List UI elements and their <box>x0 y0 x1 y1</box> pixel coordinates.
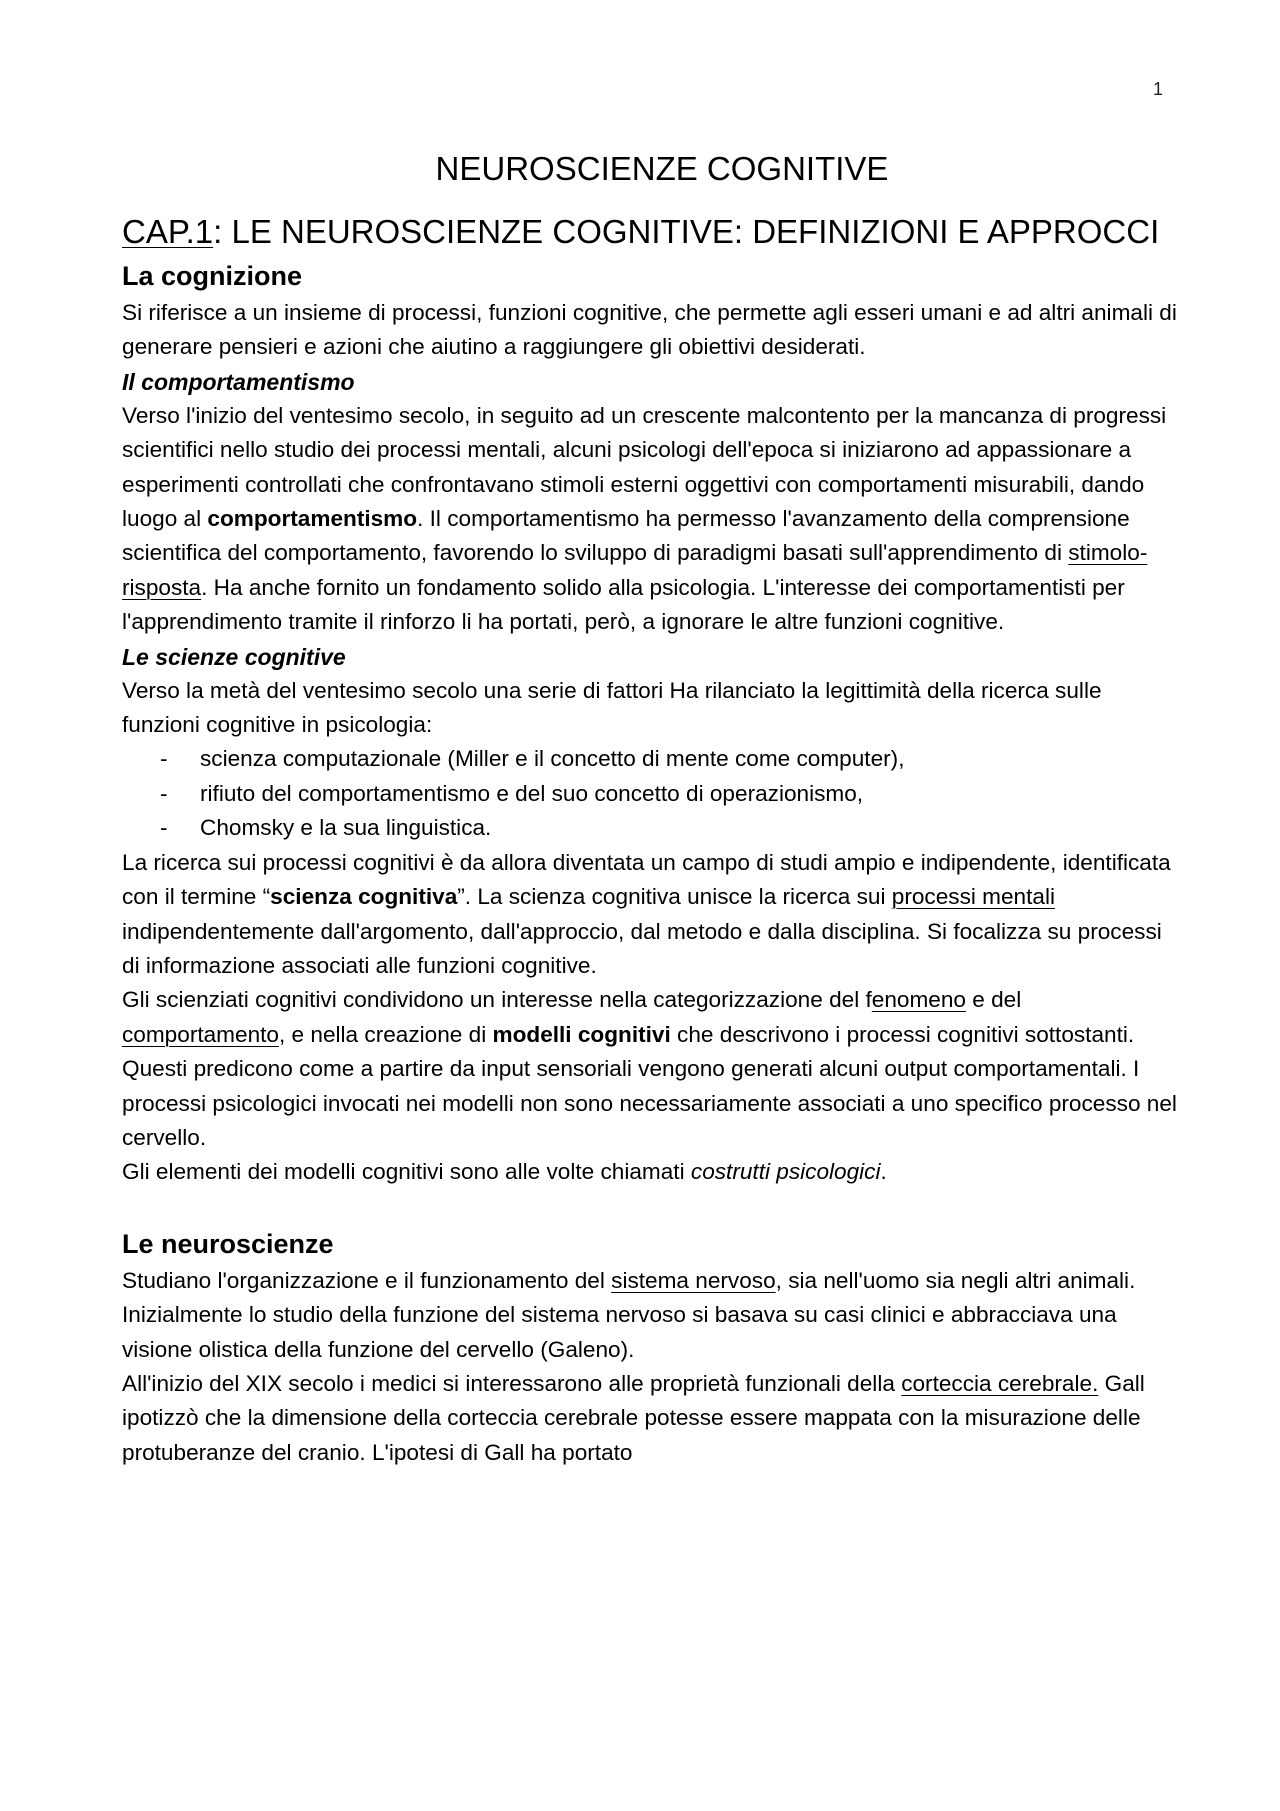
underlined-term: sistema nervoso <box>611 1267 776 1293</box>
paragraph-costrutti: Gli elementi dei modelli cognitivi sono alle volte chiamati costrutti psicologici. <box>122 1159 887 1185</box>
paragraph-scienza-cognitiva: La ricerca sui processi cognitivi è da allora diventata un campo di studi ampio e indipendente, identificata con il termine “scienza cognitiva”. La scienza cognitiva unisce la ricerca sui processi mentali indipendentemente dall'argomento, dall'approccio, dal metodo e dalla disciplina. Si focalizza su processi di informazione associati alle funzioni cognitive. <box>122 849 1171 978</box>
chapter-label: CAP.1 <box>122 213 214 250</box>
subheading-scienze-cognitive: Le scienze cognitive <box>122 643 346 670</box>
bold-term: scienza cognitiva <box>270 884 458 910</box>
page-number: 1 <box>1152 79 1163 99</box>
document-title: NEUROSCIENZE COGNITIVE <box>435 150 889 187</box>
paragraph-neuroscienze-1: Studiano l'organizzazione e il funzionamento del sistema nervoso, sia nell'uomo sia negli altri animali. <box>122 1267 1136 1293</box>
subheading-comportamentismo: Il comportamentismo <box>122 368 355 395</box>
paragraph-neuroscienze-2: Inizialmente lo studio della funzione del sistema nervoso si basava su casi clinici e abbracciava una visione olistica della funzione del cervello (Galeno). <box>122 1302 1117 1362</box>
underlined-term: stimolo-risposta <box>122 540 1148 600</box>
spacer <box>122 1190 1182 1224</box>
factor-list <box>122 742 1182 845</box>
chapter-title-text: : LE NEUROSCIENZE COGNITIVE: DEFINIZIONI E APPROCCI <box>213 213 1160 250</box>
section-heading-neuroscienze: Le neuroscienze <box>122 1228 334 1259</box>
underlined-term: enomeno <box>871 987 966 1013</box>
bold-term: modelli cognitivi <box>492 1021 671 1047</box>
paragraph-scienze-intro: Verso la metà del ventesimo secolo una serie di fattori Ha rilanciato la legittimità della ricerca sulle funzioni cognitive in psicologia: <box>122 677 1102 738</box>
paragraph-cognizione: Si riferisce a un insieme di processi, funzioni cognitive, che permette agli esseri umani e ad altri animali di generare pensieri e azioni che aiutino a raggiungere gli obiettivi desiderati. <box>122 300 1177 360</box>
paragraph-neuroscienze-3: All'inizio del XIX secolo i medici si interessarono alle proprietà funzionali della corteccia cerebrale. Gall ipotizzò che la dimensione della corteccia cerebrale potesse essere mappata con la misurazione delle protuberanze del cranio. L'ipotesi di Gall ha portato <box>122 1370 1145 1465</box>
list-item: - rifiuto del comportamentismo e del suo concetto di operazionismo, <box>160 777 1182 811</box>
underlined-term: comportamento <box>122 1021 279 1047</box>
paragraph-modelli-cognitivi: Gli scienziati cognitivi condividono un interesse nella categorizzazione del fenomeno e del comportamento, e nella creazione di modelli cognitivi che descrivono i processi cognitivi sottostanti. Questi predicono come a partire da input sensoriali vengono generati alcuni output comportamentali. I processi psicologici invocati nei modelli non sono necessariamente associati a uno specifico processo nel cervello. <box>122 987 1177 1150</box>
list-item: - Chomsky e la sua linguistica. <box>160 811 1182 845</box>
paragraph-comportamentismo: Verso l'inizio del ventesimo secolo, in seguito ad un crescente malcontento per la mancanza di progressi scientifici nello studio dei processi mentali, alcuni psicologi dell'epoca si iniziarono ad appassionare a esperimenti controllati che confrontavano stimoli esterni oggettivi con comportamenti misurabili, dando luogo al comportamentismo. Il comportamentismo ha permesso l'avanzamento della comprensione scientifica del comportamento, favorendo lo sviluppo di paradigmi basati sull'apprendimento di stimolo-risposta. Ha anche fornito un fondamento solido alla psicologia. L'interesse dei comportamentisti per l'apprendimento tramite il rinforzo li ha portati, però, a ignorare le altre funzioni cognitive. <box>122 402 1167 635</box>
bold-term: comportamentismo <box>207 506 418 532</box>
chapter-title <box>122 210 1182 254</box>
italic-term: costrutti psicologici <box>690 1159 881 1185</box>
underlined-term: processi mentali <box>891 884 1056 910</box>
section-heading-cognizione: La cognizione <box>122 261 303 291</box>
list-item: - scienza computazionale (Miller e il concetto di mente come computer), <box>160 742 1182 776</box>
underlined-term: corteccia cerebrale. <box>901 1370 1099 1396</box>
document-body <box>122 150 1182 1470</box>
